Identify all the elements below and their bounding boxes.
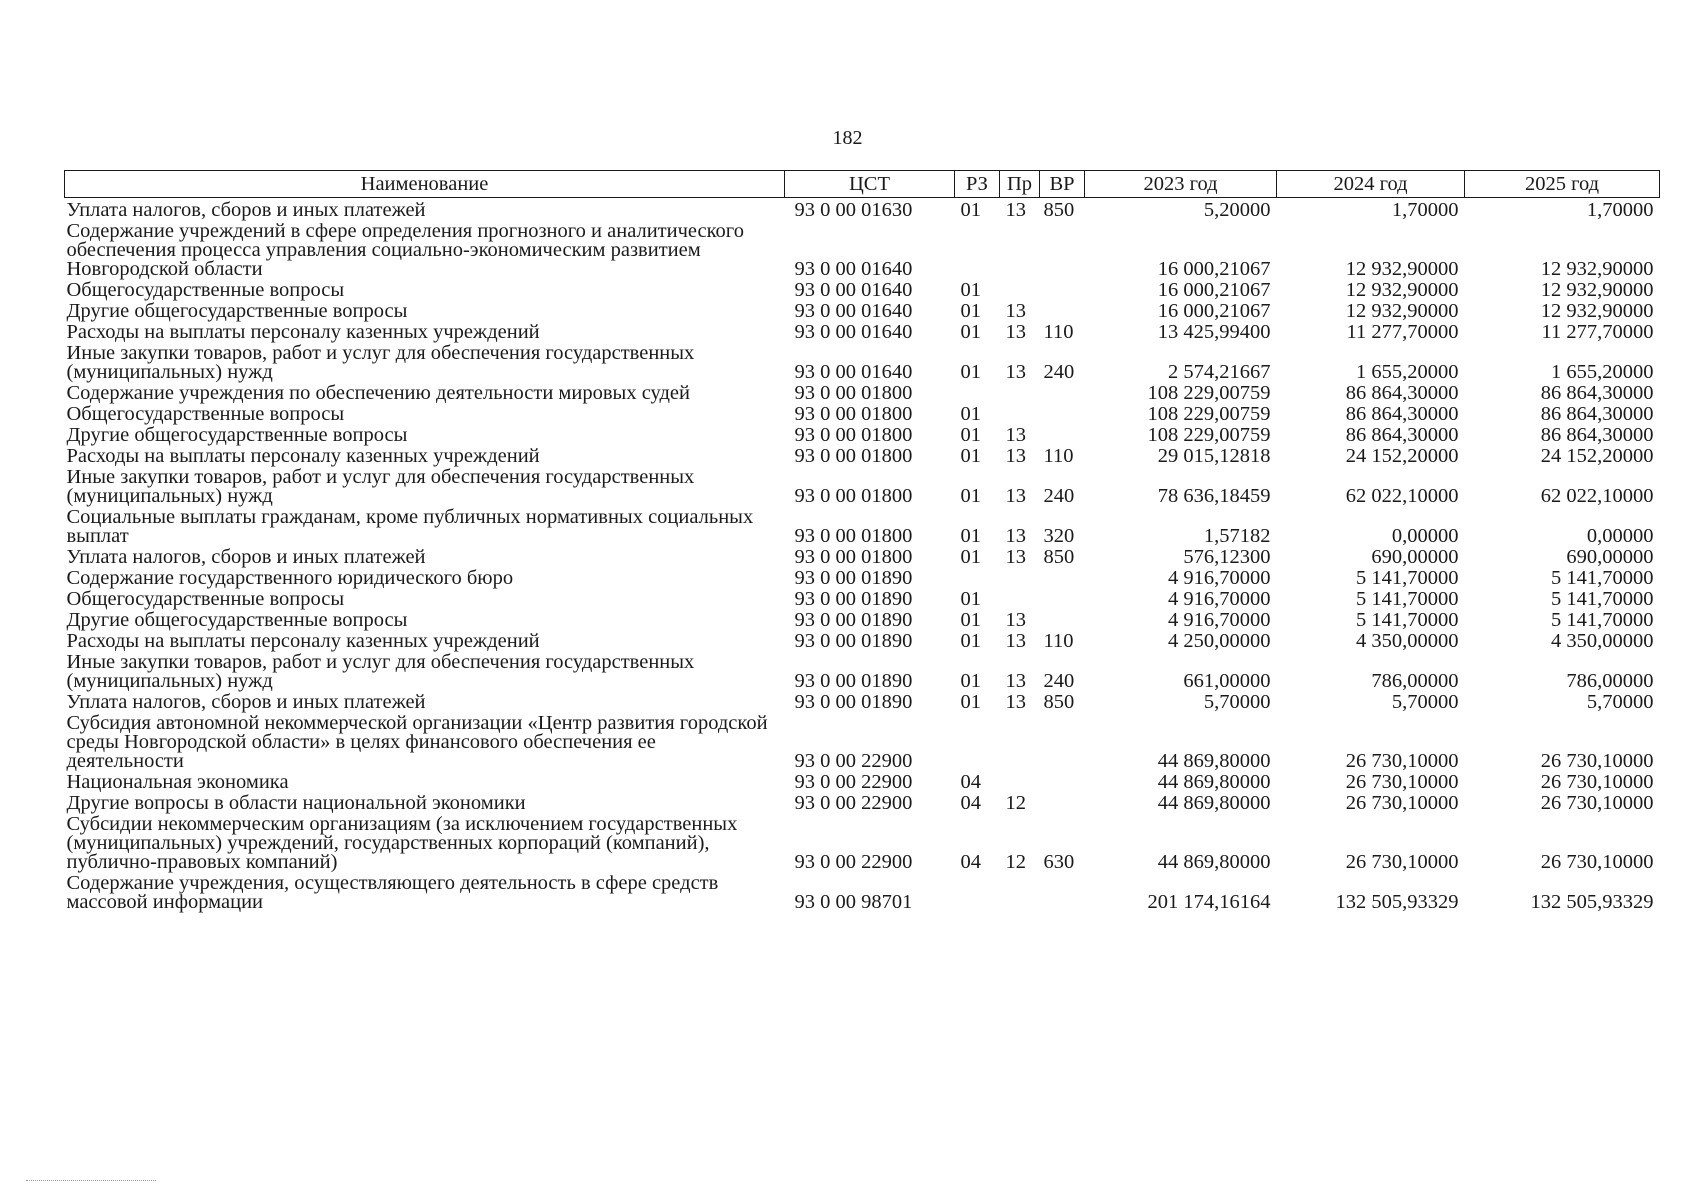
cell-rz: 01 — [960, 630, 981, 652]
cell-2024: 62 022,10000 — [1345, 485, 1459, 507]
cell-name: Содержание учреждений в сфере определения прогнозного и аналитического обеспечения процесса управления социально-экономическим развитием Новгородской области — [66, 220, 744, 280]
cell-2024: 26 730,10000 — [1345, 851, 1459, 873]
cell-rz — [955, 713, 1000, 772]
cell-cst: 93 0 00 01800 — [794, 445, 913, 467]
table-row — [65, 221, 1660, 280]
cell-name: Другие вопросы в области национальной экономики — [66, 792, 526, 814]
cell-pr: 13 — [1005, 445, 1026, 467]
cell-pr — [1000, 873, 1040, 913]
cell-rz: 01 — [960, 199, 981, 221]
cell-2024: 12 932,90000 — [1345, 258, 1459, 280]
table-body — [65, 198, 1660, 914]
budget-table — [64, 170, 1660, 913]
table-row — [65, 589, 1660, 610]
cell-vr — [1040, 772, 1085, 793]
cell-2023: 2 574,21667 — [1168, 361, 1271, 383]
cell-name: Расходы на выплаты персоналу казенных учреждений — [66, 630, 540, 652]
cell-2024: 12 932,90000 — [1345, 300, 1459, 322]
cell-2023: 108 229,00759 — [1147, 382, 1271, 404]
cell-vr: 110 — [1043, 321, 1074, 343]
cell-2023: 13 425,99400 — [1157, 321, 1271, 343]
cell-2024: 5 141,70000 — [1356, 588, 1459, 610]
table-row — [65, 692, 1660, 713]
cell-cst: 93 0 00 01800 — [794, 424, 913, 446]
cell-cst: 93 0 00 01800 — [794, 403, 913, 425]
cell-pr — [1000, 383, 1040, 404]
cell-cst: 93 0 00 01640 — [794, 258, 913, 280]
cell-pr — [1000, 713, 1040, 772]
cell-2025: 5 141,70000 — [1551, 609, 1654, 631]
table-row — [65, 343, 1660, 383]
header-rz: РЗ — [955, 171, 1000, 198]
cell-cst: 93 0 00 01800 — [794, 382, 913, 404]
cell-rz: 01 — [960, 691, 981, 713]
cell-vr: 240 — [1043, 361, 1075, 383]
table-row — [65, 652, 1660, 692]
cell-2023: 16 000,21067 — [1157, 258, 1271, 280]
cell-vr: 850 — [1043, 199, 1075, 221]
cell-2025: 5 141,70000 — [1551, 588, 1654, 610]
cell-name: Уплата налогов, сборов и иных платежей — [66, 691, 426, 713]
cell-2025: 26 730,10000 — [1540, 750, 1654, 772]
cell-name: Иные закупки товаров, работ и услуг для обеспечения государственных (муниципальных) нужд — [66, 651, 695, 692]
cell-2023: 201 174,16164 — [1147, 891, 1271, 913]
cell-pr: 13 — [1005, 546, 1026, 568]
cell-2025: 5 141,70000 — [1551, 567, 1654, 589]
cell-rz: 01 — [960, 546, 981, 568]
cell-2025: 62 022,10000 — [1540, 485, 1654, 507]
cell-cst: 93 0 00 01640 — [794, 321, 913, 343]
table-row — [65, 568, 1660, 589]
cell-name: Содержание учреждения по обеспечению деятельности мировых судей — [66, 382, 690, 404]
cell-2025: 5,70000 — [1586, 691, 1654, 713]
header-2023: 2023 год — [1085, 171, 1277, 198]
cell-pr: 13 — [1005, 361, 1026, 383]
cell-rz: 01 — [960, 300, 981, 322]
cell-name: Иные закупки товаров, работ и услуг для обеспечения государственных (муниципальных) нужд — [66, 466, 695, 507]
cell-2025: 1,70000 — [1586, 199, 1654, 221]
header-pr: Пр — [1000, 171, 1040, 198]
cell-2024: 132 505,93329 — [1335, 891, 1459, 913]
cell-name: Другие общегосударственные вопросы — [66, 609, 408, 631]
cell-2023: 44 869,80000 — [1157, 750, 1271, 772]
cell-rz: 01 — [960, 588, 981, 610]
table-row — [65, 713, 1660, 772]
cell-pr: 12 — [1005, 851, 1026, 873]
cell-cst: 93 0 00 01640 — [794, 279, 913, 301]
cell-pr: 13 — [1005, 300, 1026, 322]
table-row — [65, 322, 1660, 343]
cell-2023: 108 229,00759 — [1147, 403, 1271, 425]
cell-2025: 132 505,93329 — [1530, 891, 1654, 913]
cell-2025: 11 277,70000 — [1541, 321, 1654, 343]
cell-2025: 4 350,00000 — [1551, 630, 1654, 652]
cell-cst: 93 0 00 01890 — [794, 609, 913, 631]
header-name: Наименование — [65, 171, 785, 198]
cell-rz: 01 — [960, 361, 981, 383]
cell-vr: 320 — [1043, 525, 1075, 547]
cell-2025: 12 932,90000 — [1540, 258, 1654, 280]
table-row — [65, 793, 1660, 814]
cell-pr — [1000, 404, 1040, 425]
cell-name: Содержание государственного юридического бюро — [66, 567, 514, 589]
cell-rz — [955, 221, 1000, 280]
cell-2023: 16 000,21067 — [1157, 300, 1271, 322]
cell-cst: 93 0 00 22900 — [794, 771, 913, 793]
cell-2023: 16 000,21067 — [1157, 279, 1271, 301]
table-row — [65, 631, 1660, 652]
cell-2023: 4 250,00000 — [1168, 630, 1271, 652]
cell-vr: 630 — [1043, 851, 1075, 873]
cell-rz: 01 — [960, 321, 981, 343]
cell-rz — [955, 568, 1000, 589]
page-number: 182 — [832, 127, 863, 149]
table-row — [65, 404, 1660, 425]
cell-cst: 93 0 00 01800 — [794, 485, 913, 507]
cell-rz: 01 — [960, 609, 981, 631]
cell-2024: 1 655,20000 — [1356, 361, 1459, 383]
cell-2025: 86 864,30000 — [1540, 424, 1654, 446]
cell-vr: 850 — [1043, 546, 1075, 568]
cell-pr: 12 — [1005, 792, 1026, 814]
header-cst: ЦСТ — [785, 171, 955, 198]
header-2025: 2025 год — [1465, 171, 1660, 198]
cell-2023: 44 869,80000 — [1157, 771, 1271, 793]
cell-rz: 01 — [960, 670, 981, 692]
cell-2023: 78 636,18459 — [1157, 485, 1271, 507]
cell-2023: 44 869,80000 — [1157, 792, 1271, 814]
cell-vr — [1040, 383, 1085, 404]
table-row — [65, 772, 1660, 793]
cell-rz: 04 — [960, 771, 981, 793]
cell-cst: 93 0 00 22900 — [794, 750, 913, 772]
cell-2025: 26 730,10000 — [1540, 792, 1654, 814]
cell-2023: 44 869,80000 — [1157, 851, 1271, 873]
cell-name: Социальные выплаты гражданам, кроме публичных нормативных социальных выплат — [66, 506, 754, 547]
cell-2024: 11 277,70000 — [1346, 321, 1459, 343]
cell-cst: 93 0 00 01890 — [794, 670, 913, 692]
cell-2025: 24 152,20000 — [1540, 445, 1654, 467]
cell-vr — [1040, 793, 1085, 814]
cell-2023: 5,70000 — [1203, 691, 1271, 713]
cell-2025: 0,00000 — [1586, 525, 1654, 547]
table-row — [65, 814, 1660, 873]
cell-pr: 13 — [1005, 691, 1026, 713]
cell-2025: 12 932,90000 — [1540, 279, 1654, 301]
cell-2024: 5,70000 — [1391, 691, 1459, 713]
cell-rz: 01 — [960, 424, 981, 446]
cell-pr: 13 — [1005, 199, 1026, 221]
cell-cst: 93 0 00 01640 — [794, 361, 913, 383]
cell-rz — [955, 383, 1000, 404]
cell-2024: 4 350,00000 — [1356, 630, 1459, 652]
cell-2024: 86 864,30000 — [1345, 382, 1459, 404]
cell-vr — [1040, 713, 1085, 772]
cell-pr: 13 — [1005, 321, 1026, 343]
table-header — [65, 171, 1660, 198]
cell-2023: 4 916,70000 — [1168, 567, 1271, 589]
cell-2023: 29 015,12818 — [1157, 445, 1271, 467]
cell-2025: 690,00000 — [1566, 546, 1654, 568]
table-row — [65, 280, 1660, 301]
cell-2025: 786,00000 — [1566, 670, 1654, 692]
cell-2025: 26 730,10000 — [1540, 771, 1654, 793]
cell-2025: 12 932,90000 — [1540, 300, 1654, 322]
cell-rz: 01 — [960, 525, 981, 547]
cell-cst: 93 0 00 98701 — [794, 891, 913, 913]
cell-vr — [1040, 610, 1085, 631]
cell-name: Общегосударственные вопросы — [66, 279, 345, 301]
cell-vr — [1040, 404, 1085, 425]
cell-vr: 110 — [1043, 630, 1074, 652]
table-row — [65, 610, 1660, 631]
cell-2024: 786,00000 — [1371, 670, 1459, 692]
cell-2024: 0,00000 — [1391, 525, 1459, 547]
cell-2025: 26 730,10000 — [1540, 851, 1654, 873]
table-row — [65, 425, 1660, 446]
cell-cst: 93 0 00 01890 — [794, 691, 913, 713]
cell-name: Расходы на выплаты персоналу казенных учреждений — [66, 321, 540, 343]
cell-vr: 240 — [1043, 670, 1075, 692]
cell-vr — [1040, 425, 1085, 446]
cell-pr: 13 — [1005, 424, 1026, 446]
header-row — [65, 171, 1660, 198]
cell-2025: 86 864,30000 — [1540, 403, 1654, 425]
cell-2023: 5,20000 — [1203, 199, 1271, 221]
table-row — [65, 383, 1660, 404]
cell-name: Уплата налогов, сборов и иных платежей — [66, 546, 426, 568]
cell-2023: 1,57182 — [1203, 525, 1271, 547]
cell-2023: 576,12300 — [1183, 546, 1271, 568]
cell-2023: 108 229,00759 — [1147, 424, 1271, 446]
cell-2023: 661,00000 — [1183, 670, 1271, 692]
cell-2024: 5 141,70000 — [1356, 567, 1459, 589]
table-row — [65, 547, 1660, 568]
cell-cst: 93 0 00 01800 — [794, 546, 913, 568]
table-row — [65, 446, 1660, 467]
cell-rz: 04 — [960, 851, 981, 873]
cell-2024: 86 864,30000 — [1345, 424, 1459, 446]
cell-vr — [1040, 301, 1085, 322]
cell-cst: 93 0 00 01630 — [794, 199, 913, 221]
cell-2024: 86 864,30000 — [1345, 403, 1459, 425]
table-row — [65, 467, 1660, 507]
cell-vr: 850 — [1043, 691, 1075, 713]
cell-name: Общегосударственные вопросы — [66, 403, 345, 425]
table-row — [65, 507, 1660, 547]
cell-rz: 04 — [960, 792, 981, 814]
cell-2025: 86 864,30000 — [1540, 382, 1654, 404]
cell-2024: 690,00000 — [1371, 546, 1459, 568]
table-row — [65, 301, 1660, 322]
cell-2023: 4 916,70000 — [1168, 588, 1271, 610]
cell-name: Уплата налогов, сборов и иных платежей — [66, 199, 426, 221]
cell-2023: 4 916,70000 — [1168, 609, 1271, 631]
cell-2025: 1 655,20000 — [1551, 361, 1654, 383]
cell-2024: 5 141,70000 — [1356, 609, 1459, 631]
table-row — [65, 198, 1660, 222]
cell-pr: 13 — [1005, 670, 1026, 692]
cell-pr — [1000, 568, 1040, 589]
cell-cst: 93 0 00 01890 — [794, 567, 913, 589]
cell-name: Субсидия автономной некоммерческой организации «Центр развития городской среды Новгородской области» в целях финансового обеспечения ее деятельности — [66, 712, 768, 772]
cell-2024: 24 152,20000 — [1345, 445, 1459, 467]
cell-vr — [1040, 873, 1085, 913]
cell-name: Другие общегосударственные вопросы — [66, 424, 408, 446]
cell-rz: 01 — [960, 445, 981, 467]
table-row — [65, 873, 1660, 913]
cell-pr: 13 — [1005, 630, 1026, 652]
cell-name: Общегосударственные вопросы — [66, 588, 345, 610]
cell-cst: 93 0 00 01800 — [794, 525, 913, 547]
cell-vr: 110 — [1043, 445, 1074, 467]
cell-pr — [1000, 772, 1040, 793]
cell-2024: 26 730,10000 — [1345, 792, 1459, 814]
cell-rz: 01 — [960, 403, 981, 425]
cell-cst: 93 0 00 22900 — [794, 851, 913, 873]
header-2024: 2024 год — [1277, 171, 1465, 198]
cell-pr — [1000, 589, 1040, 610]
cell-cst: 93 0 00 22900 — [794, 792, 913, 814]
cell-name: Расходы на выплаты персоналу казенных учреждений — [66, 445, 540, 467]
scan-artifact — [26, 1180, 156, 1182]
cell-name: Иные закупки товаров, работ и услуг для обеспечения государственных (муниципальных) нужд — [66, 342, 695, 383]
cell-rz: 01 — [960, 279, 981, 301]
cell-pr — [1000, 221, 1040, 280]
cell-vr — [1040, 280, 1085, 301]
cell-vr — [1040, 589, 1085, 610]
cell-pr: 13 — [1005, 525, 1026, 547]
cell-cst: 93 0 00 01890 — [794, 630, 913, 652]
cell-pr: 13 — [1005, 485, 1026, 507]
cell-name: Содержание учреждения, осуществляющего деятельность в сфере средств массовой информации — [66, 872, 719, 913]
cell-2024: 26 730,10000 — [1345, 750, 1459, 772]
cell-cst: 93 0 00 01890 — [794, 588, 913, 610]
cell-rz: 01 — [960, 485, 981, 507]
cell-rz — [955, 873, 1000, 913]
cell-name: Национальная экономика — [66, 771, 289, 793]
header-vr: ВР — [1040, 171, 1085, 198]
cell-2024: 1,70000 — [1391, 199, 1459, 221]
cell-name: Другие общегосударственные вопросы — [66, 300, 408, 322]
cell-vr — [1040, 568, 1085, 589]
cell-pr: 13 — [1005, 609, 1026, 631]
cell-vr — [1040, 221, 1085, 280]
cell-vr: 240 — [1043, 485, 1075, 507]
cell-cst: 93 0 00 01640 — [794, 300, 913, 322]
cell-pr — [1000, 280, 1040, 301]
cell-2024: 12 932,90000 — [1345, 279, 1459, 301]
cell-name: Субсидии некоммерческим организациям (за исключением государственных (муниципальных) учреждений, государственных корпораций (компаний), публично-правовых компаний) — [66, 813, 738, 873]
cell-2024: 26 730,10000 — [1345, 771, 1459, 793]
